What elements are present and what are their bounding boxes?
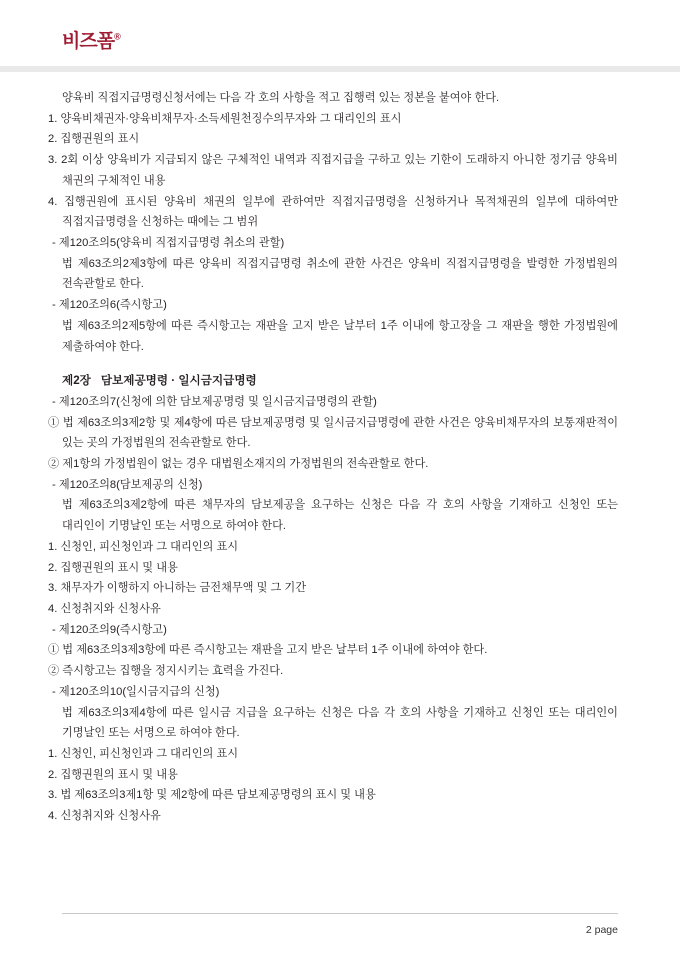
- section-chapter-2: [48, 392, 622, 827]
- paragraph: 4. 신청취지와 신청사유: [48, 602, 161, 615]
- paragraph: 양육비 직접지급명령신청서에는 다음 각 호의 사항을 적고 집행력 있는 정본을 붙여야 한다.: [62, 92, 500, 104]
- chapter-title: 담보제공명령 · 일시금지급명령: [100, 374, 257, 388]
- paragraph: 법 제63조의3제4항에 따른 일시금 지급을 요구하는 신청은 다음 각 호의 사항을 기재하고 신청인 또는 대리인이 기명날인 또는 서명으로 하여야 한다.: [62, 706, 622, 740]
- paragraph: 2. 집행권원의 표시: [48, 133, 140, 146]
- paragraph: - 제120조의8(담보제공의 신청): [52, 478, 203, 491]
- section-article-120-4: [48, 88, 622, 357]
- footer-divider: [62, 913, 618, 914]
- paragraph: 3. 2회 이상 양육비가 지급되지 않은 구체적인 내역과 직접지급을 구하고 있는 기한이 도래하지 아니한 정기금 양육비 채권의 구체적인 내용: [48, 154, 622, 187]
- paragraph: 1. 신청인, 피신청인과 그 대리인의 표시: [48, 540, 239, 553]
- header-divider: [0, 66, 680, 72]
- paragraph: - 제120조의10(일시금지급의 신청): [52, 685, 220, 698]
- paragraph: 4. 집행권원에 표시된 양육비 채권의 일부에 관하여만 직접지급명령을 신청하거나 목적채권의 일부에 대하여만 직접지급명령을 신청하는 때에는 그 범위: [48, 195, 622, 229]
- paragraph: 법 제63조의3제2항에 따른 채무자의 담보제공을 요구하는 신청은 다음 각 호의 사항을 기재하고 신청인 또는 대리인이 기명날인 또는 서명으로 하여야 한다.: [62, 499, 622, 533]
- page-number: 2 page: [585, 924, 618, 936]
- registered-mark-icon: ®: [114, 31, 120, 42]
- paragraph: 1. 양육비채권자·양육비채무자·소득세원천징수의무자와 그 대리인의 표시: [48, 112, 402, 125]
- paragraph: ② 즉시항고는 집행을 정지시키는 효력을 가진다.: [48, 665, 284, 678]
- chapter-number: 제2장: [62, 374, 91, 388]
- paragraph: 법 제63조의2제3항에 따른 양육비 직접지급명령 취소에 관한 사건은 양육비 직접지급명령을 발령한 가정법원의 전속관할로 한다.: [62, 257, 622, 291]
- paragraph: 3. 채무자가 이행하지 아니하는 금전채무액 및 그 기간: [48, 582, 307, 595]
- spacer: [62, 357, 618, 370]
- paragraph: 4. 신청취지와 신청사유: [48, 810, 161, 823]
- page-header: [0, 0, 680, 70]
- paragraph: 2. 집행권원의 표시 및 내용: [48, 561, 178, 574]
- paragraph: - 제120조의6(즉시항고): [52, 299, 167, 312]
- paragraph: 법 제63조의2제5항에 따른 즉시항고는 재판을 고지 받은 날부터 1주 이내에 항고장을 그 재판을 행한 가정법원에 제출하여야 한다.: [62, 319, 622, 353]
- paragraph: ② 제1항의 가정법원이 없는 경우 대법원소재지의 가정법원의 전속관할로 한다.: [48, 457, 429, 470]
- paragraph: 1. 신청인, 피신청인과 그 대리인의 표시: [48, 748, 239, 760]
- logo-text: 비즈폼: [62, 31, 115, 52]
- document-body: [0, 70, 680, 827]
- paragraph: 3. 법 제63조의3제1항 및 제2항에 따른 담보제공명령의 표시 및 내용: [48, 789, 376, 802]
- paragraph: ① 법 제63조의3제2항 및 제4항에 따른 담보제공명령 및 일시금지급명령에 관한 사건은 양육비채무자의 보통재판적이 있는 곳의 가정법원의 전속관할로 한다.: [48, 416, 622, 450]
- paragraph: ① 법 제63조의3제3항에 따른 즉시항고는 재판을 고지 받은 날부터 1주 이내에 하여야 한다.: [48, 644, 488, 657]
- paragraph: - 제120조의7(신청에 의한 담보제공명령 및 일시금지급명령의 관할): [52, 395, 377, 408]
- paragraph: 2. 집행권원의 표시 및 내용: [48, 768, 178, 781]
- chapter-heading: [62, 370, 618, 391]
- paragraph: - 제120조의5(양육비 직접지급명령 취소의 관할): [52, 237, 285, 250]
- bizforms-logo: [62, 32, 120, 51]
- paragraph: - 제120조의9(즉시항고): [52, 623, 167, 636]
